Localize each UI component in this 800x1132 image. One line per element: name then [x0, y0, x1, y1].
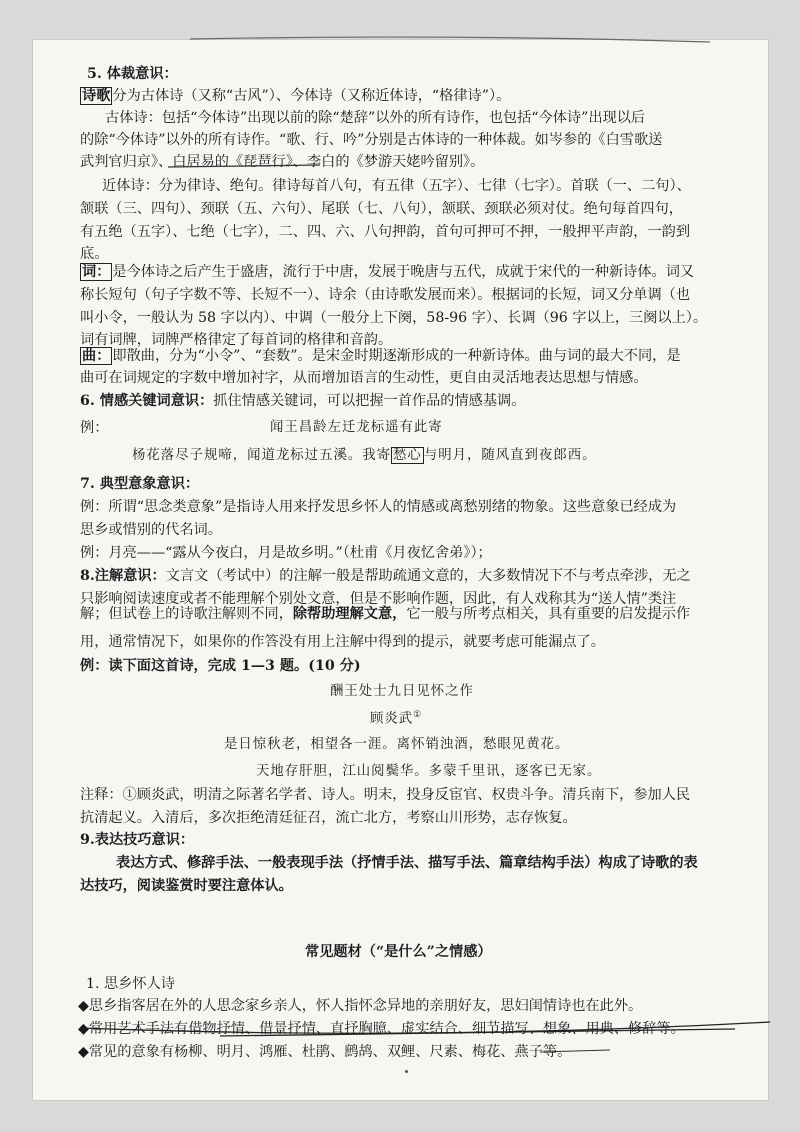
section-9-heading: 9.表达技巧意识：: [80, 832, 195, 848]
ancient-poem-line-1: 古体诗：包括“今体诗”出现以前的除“楚辞”以外的所有诗作，也包括“今体诗”出现以后: [105, 110, 646, 126]
ancient-poem-line-3: 武判官归京》、白居易的《琵琶行》、李白的《梦游天姥吟留别》。: [80, 154, 485, 170]
sorrow-boxed-word: 愁心: [393, 448, 422, 463]
section-6-example-label: 例：: [80, 420, 109, 436]
section-8-emphasis: 除帮助理解文意，: [292, 606, 407, 622]
section-6-poem-line: 杨花落尽子规啼，闻道龙标过五溪。我寄 愁心 与明月，随风直到夜郎西。: [132, 448, 597, 463]
ci-line-3: 叫小令，一般认为 58 字以内）、中调（一般分上下阕，58-96 字）、长调（96 字以上，三阕以上）。: [80, 310, 708, 326]
modern-poem-line-4: 底。: [80, 246, 109, 262]
qu-boxed-term: 曲：: [82, 348, 111, 364]
section-9-line-1: 表达方式、修辞手法、一般表现手法（抒情手法、描写手法、篇章结构手法）构成了诗歌的表: [116, 855, 698, 871]
section-7-heading: 7. 典型意象意识：: [80, 476, 200, 492]
common-themes-title: 常见题材（“是什么”之情感）: [305, 944, 492, 960]
common-bullet-2: ◆常用艺术手法有借物抒情、借景抒情、直抒胸臆、虚实结合、细节描写、想象、用典、修辞等。: [78, 1021, 685, 1037]
ci-line-4: 词有词牌，词牌严格律定了每首词的格律和音韵。: [80, 332, 393, 348]
section-8-poem-title: 酬王处士九日见怀之作: [330, 684, 474, 699]
common-bullet-1: ◆思乡指客居在外的人思念家乡亲人，怀人指怀念异地的亲朋好友，思妇闺情诗也在此外。: [78, 998, 643, 1014]
ci-boxed-term: 词：: [82, 264, 111, 280]
section-8-note-1: 注释：①顾炎武，明清之际著名学者、诗人。明末，投身反宦官、权贵斗争。清兵南下，参加人民: [80, 787, 691, 803]
section-8-verse-2: 天地存肝胆，江山阅鬓华。多蒙千里讯，逐客已无家。: [256, 764, 602, 779]
section-6-heading: 6. 情感关键词意识：: [80, 393, 214, 409]
section-8-poem-author: 顾炎武①: [370, 710, 423, 727]
section-8-line-1: 8.注解意识：文言文（考试中）的注解一般是帮助疏通文意的，大多数情况下不与考点牵涉，无之: [80, 568, 691, 584]
section-7-line-1: 例：所谓“思念类意象”是指诗人用来抒发思乡怀人的情感或离愁别绪的物象。这些意象已经成为: [80, 499, 677, 515]
poem-definition-line: 诗歌 分为古体诗（又称“古风”）、今体诗（又称近体诗，“格律诗”）。: [82, 88, 511, 104]
section-8-verse-1: 是日惊秋老，相望各一涯。离怀销浊酒，愁眼见黄花。: [224, 737, 570, 752]
modern-poem-line-1: 近体诗：分为律诗、绝句。律诗每首八句，有五律（五字）、七律（七字）。首联（一、二句）、: [102, 178, 691, 194]
page-speck: [405, 1070, 408, 1073]
section-8-line-4: 用，通常情况下，如果你的作答没有用上注解中得到的提示，就要考虑可能漏点了。: [80, 634, 605, 650]
author-footnote-mark: ①: [413, 710, 423, 720]
section-8-example: 例：读下面这首诗，完成 1—3 题。(10 分): [80, 658, 361, 674]
qu-line-1: 曲： 即散曲，分为“小令”、“套数”。是宋金时期逐渐形成的一种新诗体。曲与词的最大不同，是: [82, 348, 681, 364]
section-8-heading: 8.注解意识：: [80, 568, 166, 584]
section-8-line-3: 解；但试卷上的诗歌注解则不同，除帮助理解文意，它一般与所考点相关，具有重要的启发提示作: [80, 606, 691, 622]
modern-poem-line-2: 颔联（三、四句）、颈联（五、六句）、尾联（七、八句），颔联、颈联必须对仗。绝句每首四句，: [80, 201, 683, 217]
qu-line-2: 曲可在词规定的字数中增加衬字，从而增加语言的生动性，更自由灵活地表达思想与情感。: [80, 370, 648, 386]
section-8-note-2: 抗清起义。入清后，多次拒绝清廷征召，流亡北方，考察山川形势，志存恢复。: [80, 810, 577, 826]
common-item-1: 1. 思乡怀人诗: [86, 976, 175, 992]
section-8-line-2: 只影响阅读速度或者不能理解个别处文意，但是不影响作题，因此，有人戏称其为“送人情”类注: [80, 591, 677, 607]
ci-line-2: 称长短句（句子字数不等、长短不一）、诗余（由诗歌发展而来）。根据词的长短，词又分单调（也: [80, 287, 691, 303]
section-6-poem-title: 闻王昌龄左迁龙标遥有此寄: [270, 420, 443, 435]
modern-poem-line-3: 有五绝（五字）、七绝（七字），二、四、六、八句押韵，首句可押可不押，一般押平声韵，一韵到: [80, 224, 691, 240]
ci-line-1: 词： 是今体诗之后产生于盛唐，流行于中唐，发展于晚唐与五代，成就于宋代的一种新诗体。词又: [82, 264, 695, 280]
section-7-line-3: 例：月亮——“露从今夜白，月是故乡明。”（杜甫《月夜忆舍弟》）；: [80, 545, 492, 561]
section-5-heading: 5. 体裁意识：: [87, 66, 178, 82]
section-9-line-2: 达技巧，阅读鉴赏时要注意体认。: [80, 878, 293, 894]
section-6-line: 6. 情感关键词意识：抓住情感关键词，可以把握一首作品的情感基调。: [80, 393, 526, 409]
common-bullet-3: ◆常见的意象有杨柳、明月、鸿雁、杜鹃、鹧鸪、双鲤、尺素、梅花、燕子等。: [78, 1044, 572, 1060]
poem-boxed-term: 诗歌: [82, 88, 111, 104]
ancient-poem-line-2: 的除“今体诗”以外的所有诗作。“歌、行、吟”分别是古体诗的一种体裁。如岑参的《白雪歌送: [80, 132, 663, 148]
section-7-line-2: 思乡或惜别的代名词。: [80, 522, 222, 538]
